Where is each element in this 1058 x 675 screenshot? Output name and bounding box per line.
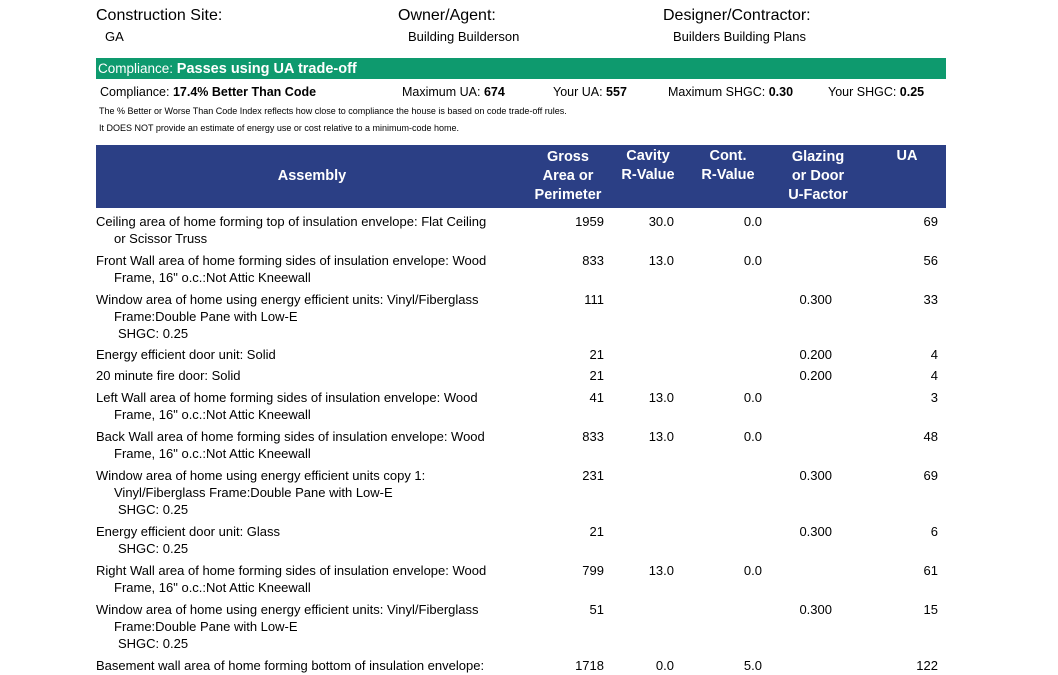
row-description-cont: or Scissor Truss xyxy=(114,231,208,246)
row-description-cont: Frame, 16" o.c.:Not Attic Kneewall xyxy=(114,446,311,461)
cell-assembly xyxy=(96,286,528,342)
owner-agent-value: Building Builderson xyxy=(408,29,520,44)
row-description-cont: Frame:Double Pane with Low-E xyxy=(114,619,298,634)
cell-ufactor xyxy=(768,423,868,462)
cell-assembly xyxy=(96,208,528,247)
cell-ua: 69 xyxy=(923,214,938,229)
designer-contractor-label: Designer/Contractor: xyxy=(663,7,811,24)
cell-assembly xyxy=(96,423,528,462)
compliance-banner-prefix: Compliance: xyxy=(98,61,177,76)
cell-area: 833 xyxy=(582,253,604,268)
cell-cavity xyxy=(608,342,688,363)
table-row xyxy=(96,247,946,286)
cell-assembly xyxy=(96,384,528,423)
table-row xyxy=(96,596,946,652)
your-shgc-label: Your SHGC: xyxy=(828,85,900,99)
cell-cavity: 30.0 xyxy=(648,214,674,229)
assembly-table xyxy=(96,145,946,674)
row-description: Energy efficient door unit: Solid xyxy=(96,347,276,362)
cell-cont: 0.0 xyxy=(743,253,762,268)
row-shgc: SHGC: 0.25 xyxy=(118,636,189,651)
cell-cavity xyxy=(608,596,688,652)
compliance-index xyxy=(100,85,316,99)
cell-cont xyxy=(688,363,768,384)
cell-ua: 61 xyxy=(923,563,938,578)
cell-cont: 0.0 xyxy=(743,563,762,578)
row-description-cont: Frame, 16" o.c.:Not Attic Kneewall xyxy=(114,270,311,285)
table-row xyxy=(96,286,946,342)
row-shgc: SHGC: 0.25 xyxy=(118,326,189,341)
cell-area: 111 xyxy=(584,292,604,307)
your-ua xyxy=(553,85,627,99)
cell-assembly xyxy=(96,462,528,518)
cell-area: 51 xyxy=(589,602,604,617)
table-row xyxy=(96,518,946,557)
row-description: Ceiling area of home forming top of insulation envelope: Flat Ceiling xyxy=(96,214,487,229)
cell-ufactor xyxy=(768,208,868,247)
row-description-cont: Frame, 16" o.c.:Not Attic Kneewall xyxy=(114,407,311,422)
cell-area: 231 xyxy=(582,468,604,483)
cell-assembly xyxy=(96,247,528,286)
cell-ufactor xyxy=(768,247,868,286)
cell-ua: 122 xyxy=(916,658,938,673)
cell-cont xyxy=(688,286,768,342)
cell-cavity xyxy=(608,286,688,342)
row-description: Basement wall area of home forming bottom of insulation envelope: xyxy=(96,658,485,673)
cell-area: 1959 xyxy=(575,214,604,229)
row-description: Right Wall area of home forming sides of insulation envelope: Wood xyxy=(96,563,487,578)
row-description: 20 minute fire door: Solid xyxy=(96,368,241,383)
cell-ua: 6 xyxy=(930,524,938,539)
cell-ua: 33 xyxy=(923,292,938,307)
row-shgc: SHGC: 0.25 xyxy=(118,541,189,556)
your-ua-label: Your UA: xyxy=(553,85,607,99)
row-description: Window area of home using energy efficient units copy 1: xyxy=(96,468,426,483)
cell-area: 799 xyxy=(582,563,604,578)
cell-assembly xyxy=(96,342,528,363)
your-shgc-value: 0.25 xyxy=(899,85,925,99)
row-description-cont: Vinyl/Fiberglass Frame:Double Pane with Low-E xyxy=(114,485,393,500)
table-row xyxy=(96,384,946,423)
your-shgc xyxy=(828,85,924,99)
col-gross-area: Gross Area or Perimeter xyxy=(528,145,608,208)
construction-site-value: GA xyxy=(105,29,124,44)
cell-ua: 4 xyxy=(930,347,938,362)
cell-cavity: 0.0 xyxy=(655,658,674,673)
cell-cavity: 13.0 xyxy=(648,429,674,444)
max-ua-value: 674 xyxy=(483,85,505,99)
cell-cont xyxy=(688,518,768,557)
max-ua xyxy=(402,85,505,99)
cell-cavity xyxy=(608,518,688,557)
construction-site-label: Construction Site: xyxy=(96,7,223,24)
cell-assembly xyxy=(96,557,528,596)
owner-agent-label: Owner/Agent: xyxy=(398,7,496,24)
row-description: Back Wall area of home forming sides of insulation envelope: Wood xyxy=(96,429,485,444)
cell-ua: 48 xyxy=(923,429,938,444)
your-ua-value: 557 xyxy=(606,85,627,99)
cell-ufactor xyxy=(768,557,868,596)
cell-area: 41 xyxy=(589,390,604,405)
cell-ufactor: 0.300 xyxy=(799,524,832,539)
table-row xyxy=(96,363,946,384)
compliance-index-label: Compliance: xyxy=(100,85,173,99)
cell-cont: 0.0 xyxy=(743,390,762,405)
table-row xyxy=(96,342,946,363)
cell-cont xyxy=(688,596,768,652)
cell-cavity xyxy=(608,462,688,518)
max-shgc xyxy=(668,85,793,99)
cell-cavity xyxy=(608,363,688,384)
cell-ufactor: 0.300 xyxy=(799,468,832,483)
table-row xyxy=(96,652,946,674)
cell-cavity: 13.0 xyxy=(648,390,674,405)
row-shgc: SHGC: 0.25 xyxy=(118,502,189,517)
cell-cont xyxy=(688,342,768,363)
designer-contractor-value: Builders Building Plans xyxy=(673,29,806,44)
note-line-2: It DOES NOT provide an estimate of energy use or cost relative to a minimum-code home. xyxy=(99,123,459,133)
cell-ua: 15 xyxy=(923,602,938,617)
cell-ufactor xyxy=(768,652,868,674)
cell-assembly xyxy=(96,596,528,652)
cell-cavity: 13.0 xyxy=(648,563,674,578)
cell-cont xyxy=(688,462,768,518)
row-description: Window area of home using energy efficient units: Vinyl/Fiberglass xyxy=(96,292,479,307)
cell-assembly xyxy=(96,652,528,674)
cell-ua: 56 xyxy=(923,253,938,268)
cell-ua: 3 xyxy=(930,390,938,405)
cell-area: 1718 xyxy=(575,658,604,673)
row-description: Energy efficient door unit: Glass xyxy=(96,524,281,539)
cell-area: 833 xyxy=(582,429,604,444)
cell-ufactor: 0.300 xyxy=(799,292,832,307)
row-description: Left Wall area of home forming sides of insulation envelope: Wood xyxy=(96,390,478,405)
row-description-cont: Frame:Double Pane with Low-E xyxy=(114,309,298,324)
max-shgc-label: Maximum SHGC: xyxy=(668,85,769,99)
cell-ua: 4 xyxy=(930,368,938,383)
cell-cavity: 13.0 xyxy=(648,253,674,268)
cell-area: 21 xyxy=(589,524,604,539)
row-description: Front Wall area of home forming sides of insulation envelope: Wood xyxy=(96,253,487,268)
cell-area: 21 xyxy=(589,347,604,362)
compliance-banner xyxy=(96,58,946,79)
cell-ufactor: 0.300 xyxy=(799,602,832,617)
col-assembly: Assembly xyxy=(96,145,528,208)
table-row xyxy=(96,462,946,518)
cell-ufactor xyxy=(768,384,868,423)
max-ua-label: Maximum UA: xyxy=(402,85,484,99)
max-shgc-value: 0.30 xyxy=(768,85,794,99)
col-glazing-u-factor: Glazing or Door U-Factor xyxy=(768,145,868,208)
cell-ufactor: 0.200 xyxy=(799,368,832,383)
cell-area: 21 xyxy=(589,368,604,383)
cell-cont: 0.0 xyxy=(743,214,762,229)
cell-cont: 5.0 xyxy=(743,658,762,673)
compliance-index-value: 17.4% Better Than Code xyxy=(172,85,317,99)
cell-ua: 69 xyxy=(923,468,938,483)
cell-assembly xyxy=(96,518,528,557)
table-row xyxy=(96,557,946,596)
table-row xyxy=(96,423,946,462)
cell-ufactor: 0.200 xyxy=(799,347,832,362)
table-row xyxy=(96,208,946,247)
cell-cont: 0.0 xyxy=(743,429,762,444)
cell-assembly xyxy=(96,363,528,384)
table-header-row xyxy=(96,145,946,208)
col-cavity-r-value: Cavity R-Value xyxy=(608,145,688,208)
row-description: Window area of home using energy efficient units: Vinyl/Fiberglass xyxy=(96,602,479,617)
row-description-cont: Frame, 16" o.c.:Not Attic Kneewall xyxy=(114,580,311,595)
col-ua: UA xyxy=(868,145,946,208)
note-line-1: The % Better or Worse Than Code Index reflects how close to compliance the house is based on code trade-off rules. xyxy=(99,106,567,116)
col-cont-r-value: Cont. R-Value xyxy=(688,145,768,208)
compliance-banner-status: Passes using UA trade-off xyxy=(176,61,357,77)
